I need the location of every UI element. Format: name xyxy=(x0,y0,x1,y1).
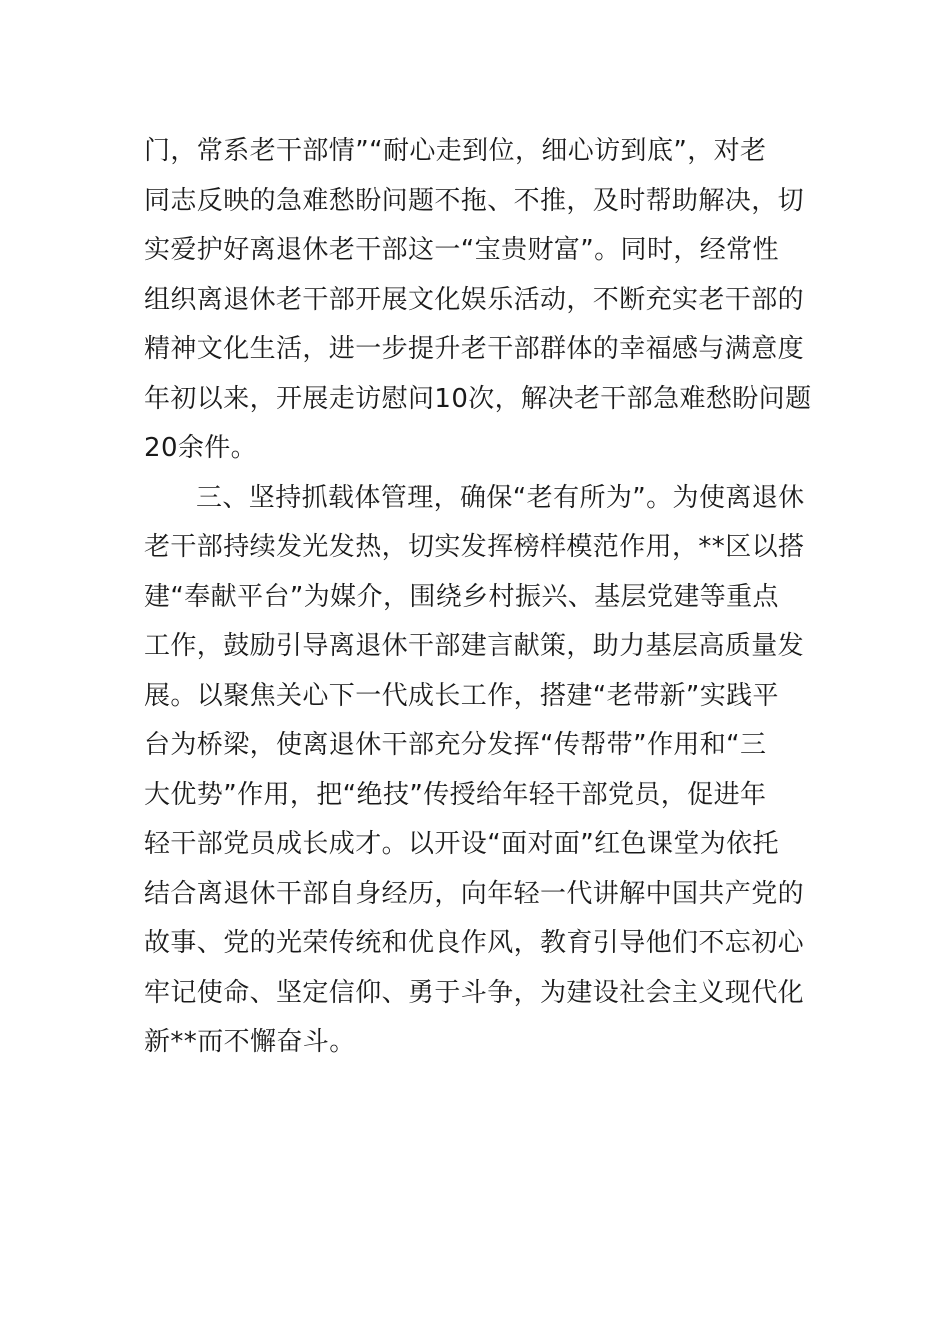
text-line: 大优势”作用，把“绝技”传授给年轻干部党员，促进年 xyxy=(144,779,767,810)
text-line: 建“奉献平台”为媒介，围绕乡村振兴、基层党建等重点 xyxy=(144,581,779,612)
text-line: 组织离退休老干部开展文化娱乐活动，不断充实老干部的 xyxy=(144,284,805,315)
text-line: 工作，鼓励引导离退休干部建言献策，助力基层高质量发 xyxy=(144,631,805,661)
text-line: 台为桥梁，使离退休干部充分发挥“传帮带”作用和“三 xyxy=(144,730,767,760)
text-line: 故事、党的光荣传统和优良作风，教育引导他们不忘初心 xyxy=(144,928,805,958)
text-line: 年初以来，开展走访慰问10次，解决老干部急难愁盼问题 xyxy=(144,383,812,414)
text-line: 展。以聚焦关心下一代成长工作，搭建“老带新”实践平 xyxy=(144,680,779,711)
text-line: 老干部持续发光发热，切实发挥榜样模范作用，**区以搭 xyxy=(144,532,805,562)
text-line: 结合离退休干部自身经历，向年轻一代讲解中国共产党的 xyxy=(144,878,805,909)
text-line: 牢记使命、坚定信仰、勇于斗争，为建设社会主义现代化 xyxy=(144,977,805,1008)
text-line: 实爱护好离退休老干部这一“宝贵财富”。同时，经常性 xyxy=(144,235,779,265)
text-line: 轻干部党员成长成才。以开设“面对面”红色课堂为依托 xyxy=(144,829,779,859)
body-text xyxy=(144,127,814,1068)
text-line: 同志反映的急难愁盼问题不拖、不推，及时帮助解决，切 xyxy=(144,185,805,216)
text-line: 20余件。 xyxy=(144,433,258,463)
text-line: 精神文化生活，进一步提升老干部群体的幸福感与满意度 xyxy=(144,334,805,364)
text-line: 门，常系老干部情”“耐心走到位，细心访到底”，对老 xyxy=(144,136,767,166)
section-heading-line: 三、坚持抓载体管理，确保“老有所为”。为使离退休 xyxy=(196,482,805,513)
text-line: 新**而不懈奋斗。 xyxy=(144,1027,356,1057)
